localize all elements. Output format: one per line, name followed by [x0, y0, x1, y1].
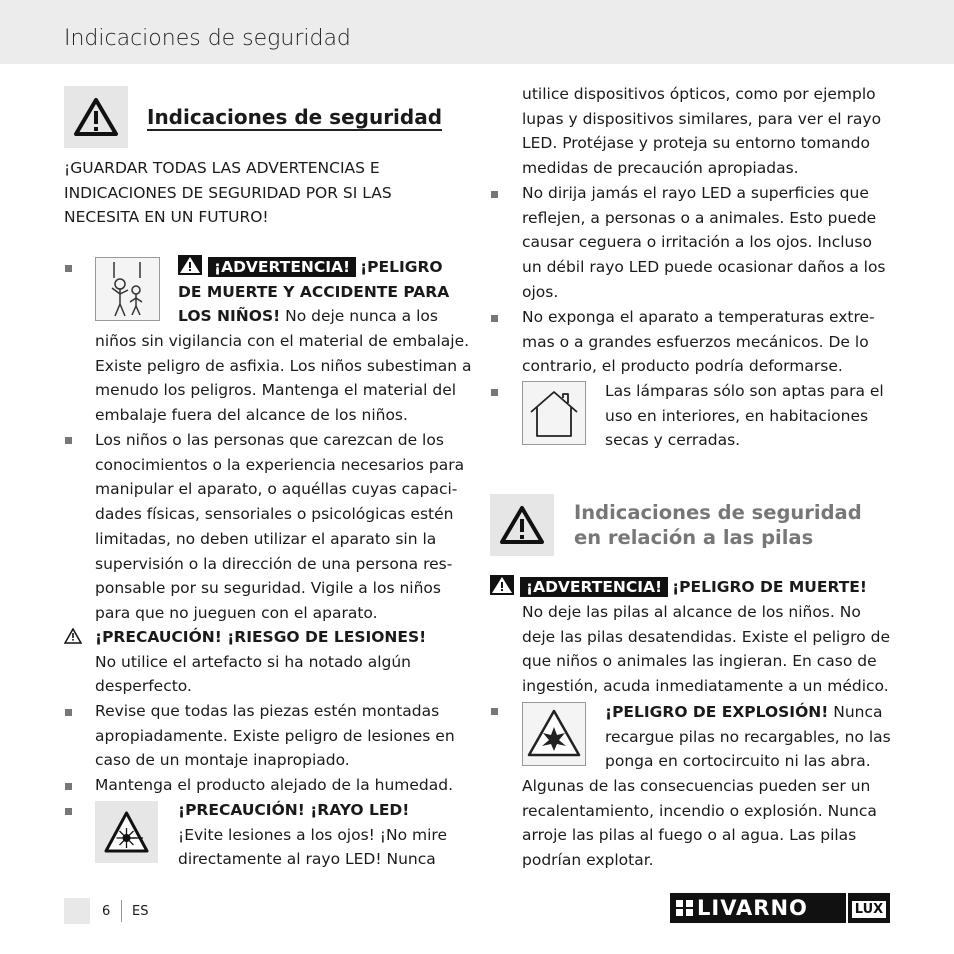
- language-code: ES: [132, 904, 149, 919]
- intro-text: ¡GUARDAR TODAS LAS ADVERTENCIAS E INDICACIONES DE SEGURIDAD POR SI LAS NECESITA EN UN FUTURO!: [64, 159, 392, 227]
- warning-triangle-icon: [64, 86, 128, 148]
- footer-divider: [121, 900, 122, 922]
- section-heading: Indicaciones de seguridad: [147, 105, 443, 129]
- header-title: Indicaciones de seguridad: [64, 26, 351, 51]
- indoor-text: Las lámparas sólo son aptas para el uso en interiores, en habitaciones secas y cerradas.: [605, 382, 884, 450]
- bullet: [491, 191, 498, 198]
- led-continued: utilice dispositivos ópticos, como por ejemplo lupas y dispositivos similares, para ver el rayo LED. Protéjase y proteja su entorno tomando medidas de precaución apropiadas.: [522, 85, 882, 178]
- battery-warning-text: No deje las pilas al alcance de los niños. No deje las pilas desatendidas. Existe el peligro de que niños o animales las ingieran. En caso de ingestión, acuda inmediatamente a un médico.: [522, 603, 891, 696]
- explosion-text: ¡PELIGRO DE EXPLOSIÓN! Nunca recargue pilas no recargables, no las ponga en cortocircuito ni las abra.: [605, 703, 891, 771]
- batteries-heading: Indicaciones de seguridad en relación a las pilas: [574, 501, 862, 549]
- footer-marker: [64, 898, 90, 924]
- brand-logo: LIVARNO LUX: [670, 893, 892, 923]
- warning-label: ¡ADVERTENCIA!: [520, 577, 668, 597]
- bullet: [65, 709, 72, 716]
- surfaces-text: No dirija jamás el rayo LED a superficies que reflejen, a personas o a animales. Esto puede causar ceguera o irritación a los ojos. Incluso un débil rayo LED puede ocasionar daños a los ojos.: [522, 184, 886, 301]
- explosion-icon: [522, 702, 586, 766]
- check-text: Revise que todas las piezas estén montadas apropiadamente. Existe peligro de lesiones en caso de un montaje inapropiado.: [95, 702, 455, 770]
- page-number: 6: [102, 904, 111, 919]
- warning-triangle-icon: [490, 575, 514, 595]
- warning-triangle-icon: [490, 494, 554, 556]
- warning-triangle-icon: [178, 255, 202, 275]
- child-suffocation-icon: [95, 257, 160, 321]
- laser-warning-icon: [95, 801, 158, 863]
- bullet: [65, 808, 72, 815]
- child-warning-title: ¡ADVERTENCIA! ¡PELIGRO DE MUERTE Y ACCIDENTE PARA LOS NIÑOS! No deje nunca a los: [178, 255, 478, 329]
- persons-text: Los niños o las personas que carezcan de los conocimientos o la experiencia necesarios para manipular el aparato, o aquéllas cuyas capaci- dades físicas, sensoriales o psicológicas estén limitadas, no deben utilizar el aparato sin la supervisión o la dirección de una persona res- ponsable por su seguridad. Vigile a los niños para que no jueguen con el aparato.: [95, 431, 465, 622]
- bullet: [491, 708, 498, 715]
- bullet: [65, 265, 72, 272]
- caution-triangle-icon: [64, 628, 82, 648]
- battery-warning-title: ¡ADVERTENCIA! ¡PELIGRO DE MUERTE!: [490, 575, 910, 600]
- bullet: [491, 389, 498, 396]
- humidity-text: Mantenga el producto alejado de la humedad.: [95, 776, 454, 794]
- led-block: ¡PRECAUCIÓN! ¡RAYO LED! ¡Evite lesiones a los ojos! ¡No mire directamente al rayo LED! Nunca: [178, 801, 447, 869]
- bullet: [65, 783, 72, 790]
- house-icon: [522, 381, 586, 445]
- bullet: [491, 315, 498, 322]
- page-header: [0, 0, 954, 64]
- temperature-text: No exponga el aparato a temperaturas extre- mas o a grandes esfuerzos mecánicos. De lo contrario, el producto podría deformarse.: [522, 308, 875, 376]
- warning-label: ¡ADVERTENCIA!: [208, 257, 356, 277]
- child-warning-text: niños sin vigilancia con el material de embalaje. Existe peligro de asfixia. Los niños subestiman a menudo los peligros. Mantenga el material del embalaje fuera del alcance de los niños.: [95, 332, 472, 425]
- bullet: [65, 437, 72, 444]
- caution-block: ¡PRECAUCIÓN! ¡RIESGO DE LESIONES! No utilice el artefacto si ha notado algún desperfecto.: [95, 628, 427, 696]
- consequences-text: Algunas de las consecuencias pueden ser un recalentamiento, incendio o explosión. Nunca arroje las pilas al fuego o al agua. Las pilas podrían explotar.: [522, 777, 877, 870]
